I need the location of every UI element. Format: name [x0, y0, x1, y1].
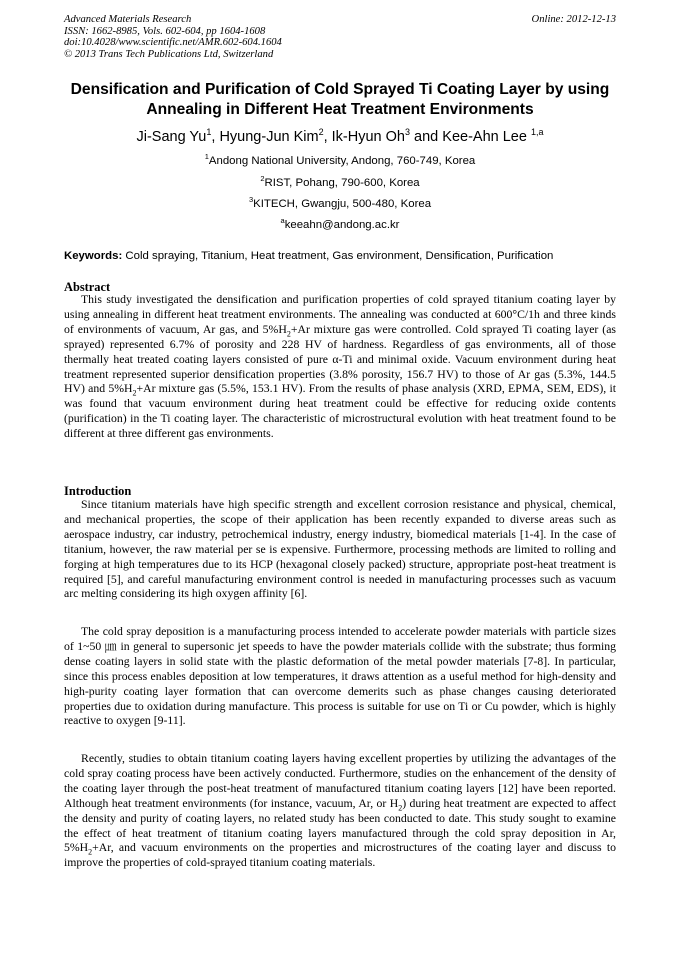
intro-paragraph-2: The cold spray deposition is a manufacturing process intended to accelerate powder materials with particle sizes of 1~50 ㎛ in general to supersonic jet speeds to have the powder materials collide with the substrate; thus forming dense coating layers in solid state with the plastic deformation of the metal powder materials [7-8]. In particular, since this process enables deposition at low temperatures, it draws attention as a useful method for high-density and high-purity coating layer formation that can overcome demerits such as phase changes causing deteriorated properties due to oxidation during manufacture. This process is suitable for use on Ti or Cu powder, which is highly reactive to oxygen [9-11]. [64, 625, 616, 728]
subscript: 2 [88, 847, 93, 857]
title-line-1: Densification and Purification of Cold Sprayed Ti Coating Layer by using [70, 81, 610, 98]
text-run: Recently, studies to obtain titanium coating layers having excellent properties by utilizing the advantages of the cold spray coating process have been actively conducted. Furthermore, studies on the enhancement of the density of the coating layer through the post-heat treatment of manufactured titanium coating layers [12] have been reported. Although heat treatment environments (for instance, vacuum, Ar, or H [64, 752, 616, 810]
keywords-label: Keywords: [64, 250, 123, 262]
subscript: 2 [132, 388, 137, 398]
email-link[interactable]: keeahn@andong.ac.kr [284, 218, 400, 231]
author-list: Ji-Sang Yu$^1$, Hyung-Jun Kim$^2$, Ik-Hyun Oh$^3$ and Kee-Ahn Lee $^{1,a}$ [136, 127, 544, 145]
abstract-heading: Abstract [64, 280, 111, 294]
issn-line: ISSN: 1662-8985, Vols. 602-604, pp 1604-1608 [64, 25, 266, 37]
affiliation-email [40, 214, 640, 232]
affiliation [40, 193, 640, 211]
text-run: ) during heat treatment are expected to affect the density and purity of coating layers, no related study has been conducted to date. This study sought to examine the effect of heat treatment of titanium coating layers manufactured through the cold spray deposition in Ar, 5%H [64, 796, 616, 855]
text-run: +Ar, and vacuum environments on the properties and microstructures of the coating layer and discuss to improve the properties of cold-sprayed titanium coating materials. [64, 841, 616, 870]
affiliation-sup: 3 [248, 195, 254, 204]
affiliation-sup: 1 [204, 152, 209, 161]
intro-paragraph-1: Since titanium materials have high specific strength and excellent corrosion resistance and physical, chemical, and mechanical properties, the scope of their application has been recently expanded to diverse areas such as aerospace industry, car industry, petrochemical industry, energy industry, biomedical materials [1-4]. In the case of titanium, however, the raw material per se is expensive. Furthermore, processing methods are limited to rolling and forging at high temperatures due to its HCP (hexagonal closely packed) structure, appropriate post-heat treatment is required [5], and careful manufacturing environment control is needed in manufacturing processes such as vacuum arc melting considering its high oxygen affinity [6]. [64, 498, 616, 601]
doi-line: doi:10.4028/www.scientific.net/AMR.602-604.1604 [64, 37, 282, 49]
author-sup: 2 [318, 127, 324, 137]
author-sup: 1 [206, 127, 212, 137]
affiliation-sup: 2 [260, 174, 265, 183]
text-run: This study investigated the densification and purification properties of cold sprayed titanium coating layer by using annealing in different heat treatment environments. The annealing was conducted at 600°C/1h and three kinds of environments of vacuum, Ar gas, and 5%H [64, 293, 616, 336]
author-name: Ji-Sang Yu [136, 128, 207, 145]
title-line-2: Annealing in Different Heat Treatment Environments [146, 101, 534, 118]
affiliation-text: RIST, Pohang, 790-600, Korea [264, 176, 420, 189]
author-and: and [414, 128, 439, 145]
intro-paragraph-3 [64, 752, 616, 871]
affiliation [40, 172, 640, 190]
author-name: Kee-Ahn Lee [442, 128, 527, 145]
author-name: Hyung-Jun Kim [219, 128, 319, 145]
text-run: +Ar mixture gas were controlled. Cold sprayed Ti coating layer (as sprayed) represented 6.7% of porosity and 228 HV of hardness. Regardless of gas environments, all of those thermally heat treated coating layers consisted of pure α-Ti and minimal oxide. Vacuum environment during heat treatment represented superior densification properties (3.8% porosity, 156.7 HV) to those of Ar gas (5.3%, 144.5 HV) and 5%H [64, 322, 616, 396]
subscript: 2 [286, 329, 291, 339]
introduction-heading: Introduction [64, 484, 132, 498]
affiliation-sup: a [280, 216, 285, 225]
affiliation-text: Andong National University, Andong, 760-749, Korea [208, 154, 476, 167]
author-sup: 1,a [530, 127, 544, 137]
journal-name: Advanced Materials Research [64, 14, 192, 25]
keywords [64, 249, 616, 263]
journal-header [64, 14, 616, 60]
keywords-text: Cold spraying, Titanium, Heat treatment, Gas environment, Densification, Purification [125, 250, 554, 262]
author-name: Ik-Hyun Oh [331, 128, 405, 145]
paper-title [40, 80, 640, 120]
affiliation [40, 150, 640, 168]
affiliation-text: KITECH, Gwangju, 500-480, Korea [253, 197, 432, 210]
author-sup: 3 [405, 127, 411, 137]
abstract-paragraph [64, 293, 616, 442]
text-run: +Ar mixture gas (5.5%, 153.1 HV). From the results of phase analysis (XRD, EPMA, SEM, EDS), it was found that vacuum environment during heat treatment could be effective for reducing oxide contents (purification) in the Ti coating layer. The characteristic of microstructural evolution with heat treatment found to be different at three different gas environments. [64, 382, 616, 441]
online-date: Online: 2012-12-13 [531, 14, 616, 25]
copyright-line: © 2013 Trans Tech Publications Ltd, Switzerland [64, 48, 274, 60]
subscript: 2 [398, 803, 403, 813]
